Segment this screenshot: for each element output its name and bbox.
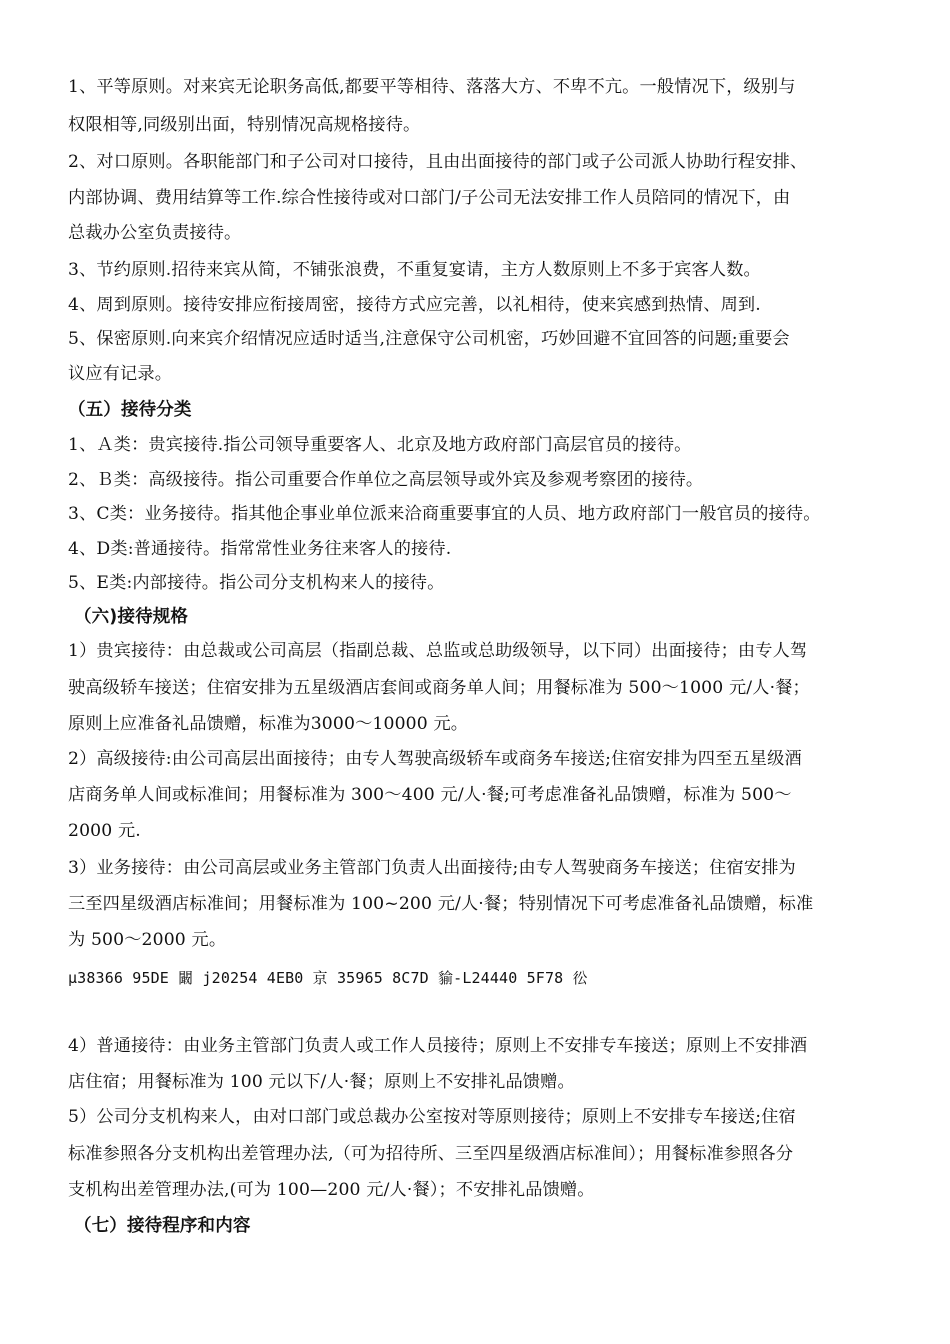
text-line: 5、保密原则.向来宾介绍情况应适时适当,注意保守公司机密，巧妙回避不宜回答的问题;重要会 — [68, 329, 790, 349]
text-line: 5、E类:内部接待。指公司分支机构来人的接待。 — [68, 573, 445, 593]
text-line: 1、平等原则。对来宾无论职务高低,都要平等相待、落落大方、不卑不亢。一般情况下，级别与 — [68, 77, 796, 97]
text-line: 标准参照各分支机构出差管理办法,（可为招待所、三至四星级酒店标准间）；用餐标准参照各分 — [68, 1144, 794, 1164]
text-line: 3）业务接待：由公司高层或业务主管部门负责人出面接待;由专人驾驶商务车接送；住宿安排为 — [68, 858, 796, 878]
text-line: 4、D类:普通接待。指常常性业务往来客人的接待. — [68, 539, 452, 559]
text-line: 4、周到原则。接待安排应衔接周密，接待方式应完善，以礼相待，使来宾感到热情、周到. — [68, 295, 761, 315]
text-line: 总裁办公室负责接待。 — [68, 223, 242, 243]
text-line: 2、对口原则。各职能部门和子公司对口接待，且由出面接待的部门或子公司派人协助行程安排、 — [68, 152, 808, 172]
section-heading: （五）接待分类 — [68, 400, 192, 420]
text-line: 为 500～2000 元。 — [68, 930, 227, 950]
section-heading: （七）接待程序和内容 — [74, 1216, 251, 1236]
text-line: 3、节约原则.招待来宾从简，不铺张浪费，不重复宴请，主方人数原则上不多于宾客人数。 — [68, 260, 761, 280]
text-line: 3、C类：业务接待。指其他企事业单位派来洽商重要事宜的人员、地方政府部门一般官员的接待。 — [68, 504, 821, 524]
text-line: 2、Ｂ类：高级接待。指公司重要合作单位之高层领导或外宾及参观考察团的接待。 — [68, 470, 704, 490]
text-line: 支机构出差管理办法,(可为 100—200 元/人·餐）；不安排礼品馈赠。 — [68, 1180, 595, 1200]
text-line: 4）普通接待：由业务主管部门负责人或工作人员接待；原则上不安排专车接送；原则上不安排酒 — [68, 1036, 808, 1056]
text-line: 1、Ａ类：贵宾接待.指公司领导重要客人、北京及地方政府部门高层官员的接待。 — [68, 435, 692, 455]
text-line: 驶高级轿车接送；住宿安排为五星级酒店套间或商务单人间；用餐标准为 500～1000 元/人·餐； — [68, 678, 810, 698]
text-line: 原则上应准备礼品馈赠，标准为3000～10000 元。 — [68, 714, 469, 734]
text-line: 议应有记录。 — [68, 364, 173, 384]
text-line: 权限相等,同级别出面，特别情况高规格接待。 — [68, 115, 421, 135]
encoded-text-line: μ38366 95DE 闞 j20254 4EB0 京 35965 8C7D 貐-L24440 5F78 彸 — [68, 969, 588, 987]
text-line: 2）高级接待:由公司高层出面接待；由专人驾驶高级轿车或商务车接送;住宿安排为四至五星级酒 — [68, 749, 802, 769]
text-line: 内部协调、费用结算等工作.综合性接待或对口部门/子公司无法安排工作人员陪同的情况下，由 — [68, 188, 791, 208]
text-line: 1）贵宾接待：由总裁或公司高层（指副总裁、总监或总助级领导，以下同）出面接待；由专人驾 — [68, 641, 808, 661]
text-line: 店商务单人间或标准间；用餐标准为 300～400 元/人·餐;可考虑准备礼品馈赠，标准为 500～ — [68, 785, 792, 805]
text-line: 2000 元. — [68, 821, 141, 841]
text-line: 5）公司分支机构来人，由对口部门或总裁办公室按对等原则接待；原则上不安排专车接送;住宿 — [68, 1107, 796, 1127]
section-heading: （六)接待规格 — [74, 607, 189, 627]
text-line: 三至四星级酒店标准间；用餐标准为 100~200 元/人·餐；特别情况下可考虑准备礼品馈赠，标准 — [68, 894, 814, 914]
text-line: 店住宿；用餐标准为 100 元以下/人·餐；原则上不安排礼品馈赠。 — [68, 1072, 575, 1092]
